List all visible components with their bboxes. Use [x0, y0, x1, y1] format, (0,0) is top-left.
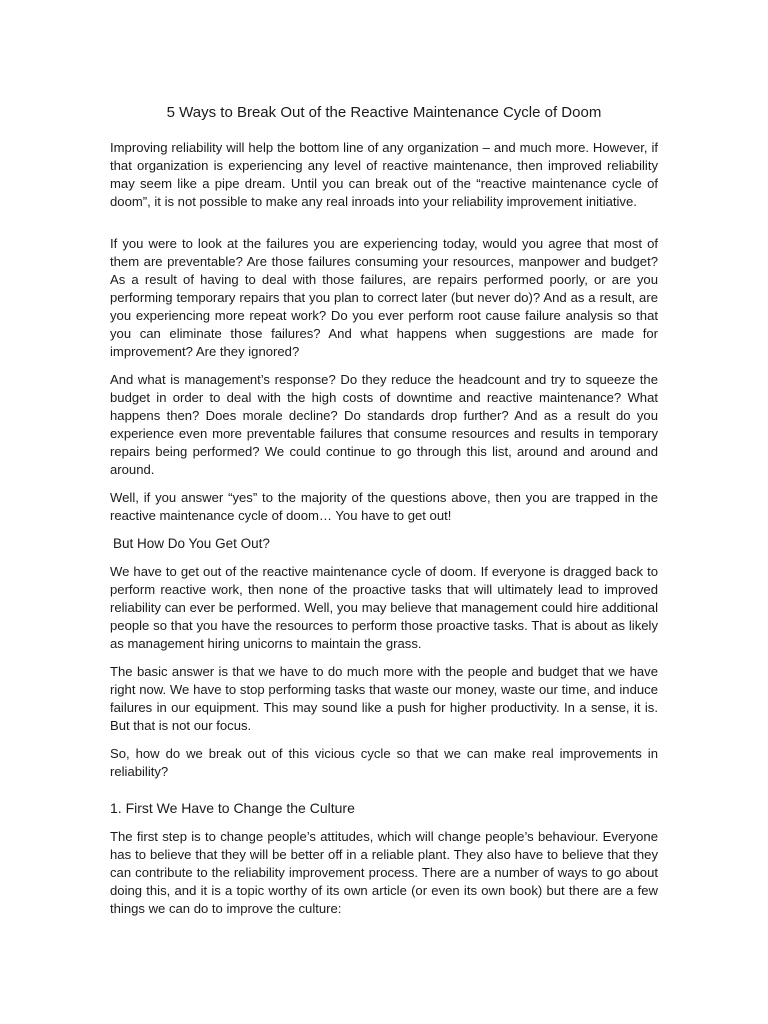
paragraph: The first step is to change people’s attitudes, which will change people’s behaviour. Everyone has to believe that they will be better off in a reliable plant. They also have to believe that they can contribute to the reliability improvement process. There are a number of ways to go about doing this, and it is a topic worthy of its own article (or even its own book) but there are a few things we can do to improve the culture: [110, 829, 658, 916]
paragraph: Well, if you answer “yes” to the majority of the questions above, then you are trapped in the reactive maintenance cycle of doom… You have to get out! [110, 490, 658, 523]
paragraph: If you were to look at the failures you are experiencing today, would you agree that most of them are preventable? Are those failures consuming your resources, manpower and budget? As a result of having to deal with those failures, are repairs performed poorly, or are you performing temporary repairs that you plan to correct later (but never do)? And as a result, are you experiencing more repeat work? Do you ever perform root cause failure analysis so that you can eliminate those failures? And what happens when suggestions are made for improvement? Are they ignored? [110, 236, 658, 359]
paragraph: We have to get out of the reactive maintenance cycle of doom. If everyone is dragged back to perform reactive work, then none of the proactive tasks that will ultimately lead to improved reliability can ever be performed. Well, you may believe that management could hire additional people so that you have the resources to perform those proactive tasks. That is about as likely as management hiring unicorns to maintain the grass. [110, 564, 658, 651]
document-title: 5 Ways to Break Out of the Reactive Maintenance Cycle of Doom [166, 104, 602, 121]
paragraph: So, how do we break out of this vicious cycle so that we can make real improvements in reliability? [110, 746, 658, 779]
section-heading: 1. First We Have to Change the Culture [110, 800, 355, 816]
paragraph: And what is management’s response? Do they reduce the headcount and try to squeeze the budget in order to deal with the high costs of downtime and reactive maintenance? What happens then? Does morale decline? Do standards drop further? And as a result do you experience even more preventable failures that consume resources and results in temporary repairs being performed? We could continue to go through this list, around and around and around. [110, 372, 658, 477]
paragraph: The basic answer is that we have to do much more with the people and budget that we have right now. We have to stop performing tasks that waste our money, waste our time, and induce failures in our equipment. This may sound like a push for higher productivity. In a sense, it is. But that is not our focus. [110, 664, 658, 733]
document-content [110, 103, 658, 928]
subheading: But How Do You Get Out? [113, 536, 270, 551]
paragraph-intro: Improving reliability will help the bottom line of any organization – and much more. However, if that organization is experiencing any level of reactive maintenance, then improved reliability may seem like a pipe dream. Until you can break out of the “reactive maintenance cycle of doom”, it is not possible to make any real inroads into your reliability improvement initiative. [110, 140, 658, 209]
